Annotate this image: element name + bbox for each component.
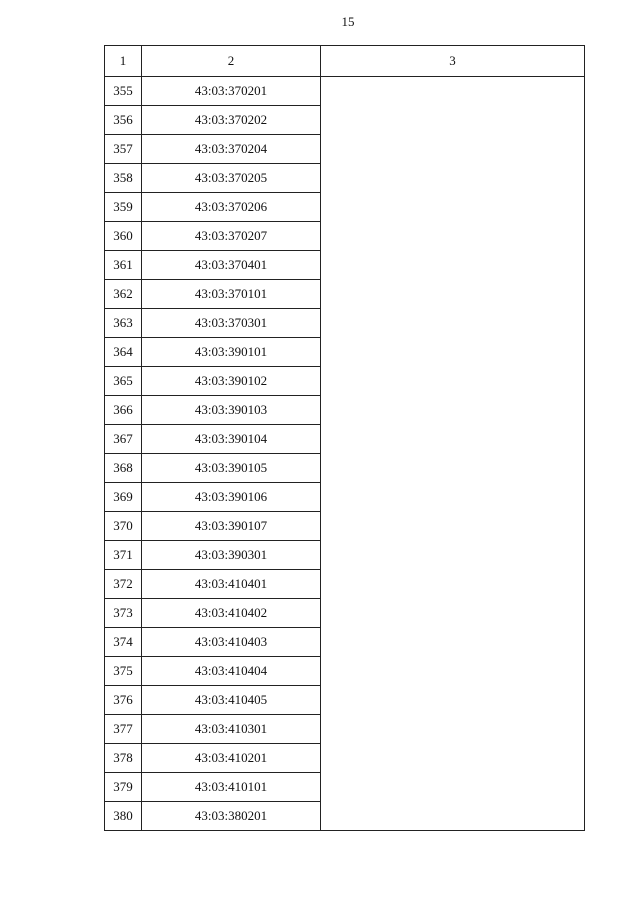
empty-cell	[321, 106, 585, 135]
row-number-cell: 365	[105, 367, 142, 396]
cadastral-code-cell: 43:03:370205	[142, 164, 321, 193]
empty-cell	[321, 628, 585, 657]
cadastral-code-cell: 43:03:370202	[142, 106, 321, 135]
empty-cell	[321, 483, 585, 512]
cadastral-table	[104, 45, 585, 831]
empty-cell	[321, 570, 585, 599]
row-number-cell: 355	[105, 77, 142, 106]
table-row	[105, 483, 585, 512]
row-number-cell: 374	[105, 628, 142, 657]
cadastral-code-cell: 43:03:410403	[142, 628, 321, 657]
header-col-1: 1	[105, 46, 142, 77]
table-row	[105, 454, 585, 483]
cadastral-code-cell: 43:03:410101	[142, 773, 321, 802]
table-row	[105, 570, 585, 599]
table-row	[105, 686, 585, 715]
table-row	[105, 744, 585, 773]
row-number-cell: 379	[105, 773, 142, 802]
row-number-cell: 362	[105, 280, 142, 309]
row-number-cell: 359	[105, 193, 142, 222]
empty-cell	[321, 338, 585, 367]
row-number-cell: 370	[105, 512, 142, 541]
row-number-cell: 377	[105, 715, 142, 744]
row-number-cell: 367	[105, 425, 142, 454]
cadastral-code-cell: 43:03:380201	[142, 802, 321, 831]
empty-cell	[321, 77, 585, 106]
page-number: 15	[341, 14, 355, 29]
row-number-cell: 360	[105, 222, 142, 251]
table-row	[105, 251, 585, 280]
row-number-cell: 375	[105, 657, 142, 686]
empty-cell	[321, 251, 585, 280]
empty-cell	[321, 396, 585, 425]
cadastral-code-cell: 43:03:390107	[142, 512, 321, 541]
empty-cell	[321, 222, 585, 251]
row-number-cell: 368	[105, 454, 142, 483]
table-row	[105, 802, 585, 831]
row-number-cell: 372	[105, 570, 142, 599]
cadastral-code-cell: 43:03:410301	[142, 715, 321, 744]
row-number-cell: 361	[105, 251, 142, 280]
table-row	[105, 541, 585, 570]
cadastral-code-cell: 43:03:390101	[142, 338, 321, 367]
row-number-cell: 380	[105, 802, 142, 831]
table-row	[105, 77, 585, 106]
cadastral-code-cell: 43:03:370101	[142, 280, 321, 309]
table-row	[105, 599, 585, 628]
empty-cell	[321, 367, 585, 396]
table-row	[105, 657, 585, 686]
table-row	[105, 164, 585, 193]
cadastral-code-cell: 43:03:370204	[142, 135, 321, 164]
cadastral-code-cell: 43:03:410401	[142, 570, 321, 599]
header-row	[105, 46, 585, 77]
empty-cell	[321, 686, 585, 715]
row-number-cell: 356	[105, 106, 142, 135]
table-row	[105, 106, 585, 135]
row-number-cell: 371	[105, 541, 142, 570]
empty-cell	[321, 802, 585, 831]
table-row	[105, 512, 585, 541]
cadastral-code-cell: 43:03:370206	[142, 193, 321, 222]
cadastral-code-cell: 43:03:410404	[142, 657, 321, 686]
empty-cell	[321, 512, 585, 541]
cadastral-code-cell: 43:03:390301	[142, 541, 321, 570]
table-row	[105, 193, 585, 222]
table-row	[105, 280, 585, 309]
empty-cell	[321, 164, 585, 193]
cadastral-code-cell: 43:03:410201	[142, 744, 321, 773]
empty-cell	[321, 773, 585, 802]
empty-cell	[321, 135, 585, 164]
row-number-cell: 358	[105, 164, 142, 193]
cadastral-code-cell: 43:03:370201	[142, 77, 321, 106]
cadastral-code-cell: 43:03:410402	[142, 599, 321, 628]
row-number-cell: 373	[105, 599, 142, 628]
table-header	[105, 46, 585, 77]
empty-cell	[321, 309, 585, 338]
empty-cell	[321, 193, 585, 222]
cadastral-code-cell: 43:03:390104	[142, 425, 321, 454]
row-number-cell: 363	[105, 309, 142, 338]
table-row	[105, 135, 585, 164]
cadastral-code-cell: 43:03:370401	[142, 251, 321, 280]
table-row	[105, 338, 585, 367]
empty-cell	[321, 541, 585, 570]
row-number-cell: 366	[105, 396, 142, 425]
table-row	[105, 222, 585, 251]
empty-cell	[321, 599, 585, 628]
header-col-3: 3	[321, 46, 585, 77]
row-number-cell: 364	[105, 338, 142, 367]
row-number-cell: 357	[105, 135, 142, 164]
row-number-cell: 376	[105, 686, 142, 715]
cadastral-code-cell: 43:03:390102	[142, 367, 321, 396]
table-body	[105, 77, 585, 831]
table-row	[105, 715, 585, 744]
cadastral-code-cell: 43:03:390103	[142, 396, 321, 425]
cadastral-code-cell: 43:03:370301	[142, 309, 321, 338]
empty-cell	[321, 280, 585, 309]
empty-cell	[321, 744, 585, 773]
header-col-2: 2	[142, 46, 321, 77]
table-row	[105, 628, 585, 657]
table-row	[105, 773, 585, 802]
row-number-cell: 378	[105, 744, 142, 773]
cadastral-code-cell: 43:03:390106	[142, 483, 321, 512]
table-row	[105, 425, 585, 454]
cadastral-code-cell: 43:03:390105	[142, 454, 321, 483]
cadastral-code-cell: 43:03:370207	[142, 222, 321, 251]
empty-cell	[321, 657, 585, 686]
empty-cell	[321, 454, 585, 483]
cadastral-code-cell: 43:03:410405	[142, 686, 321, 715]
empty-cell	[321, 715, 585, 744]
row-number-cell: 369	[105, 483, 142, 512]
table-row	[105, 309, 585, 338]
empty-cell	[321, 425, 585, 454]
table-row	[105, 367, 585, 396]
table-row	[105, 396, 585, 425]
